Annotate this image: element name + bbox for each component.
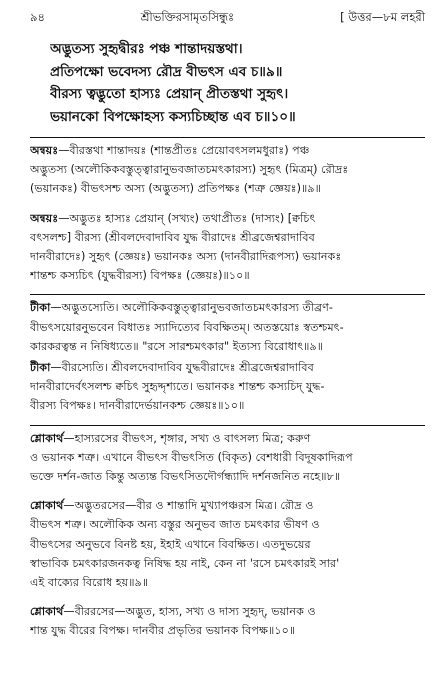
para-line: দানবীরাদেঃ) সুহৃৎ (জ্ঞেয়ঃ) ভয়ানকঃ অস্য (দানবীরাদিরূপস্য) ভয়ানকঃ [30,250,342,264]
meaning-verse-10 [30,602,425,640]
para-line: বৎসলশ্চ] বীরস্য (শ্রীবলদেবাদাবিব যুদ্ধ বীরাদেঃ শ্রীব্রজেশ্বরাদাবিব [30,230,315,244]
para-line [30,496,425,515]
para-lead: অন্বয়ঃ [30,211,59,225]
para-line [30,209,425,228]
book-title: শ্রীভক্তিরসামৃতসিন্ধুঃ [140,10,235,24]
para-text: —অদ্ভুতস্যেতি। অলৌকিকবস্তুত্ত্বারানুভবজাতচমৎকারস্য তীব্রণ- [50,301,333,315]
para-line: কারকরত্বন্ত ন নিষিধ্যতে॥ "রসে সারশ্চমৎকার" ইত্যস্য বিরোধাৎ॥৯॥ [30,339,324,353]
tika-verse-10 [30,358,425,416]
verse-line: ভয়ানকো বিপক্ষোহস্য কস্যচিচ্ছান্ত এব চ॥১০॥ [50,108,296,125]
divider [30,294,425,295]
para-line [30,602,425,621]
para-text: —বীরস্যেতি। শ্রীবলদেবাদাবিব যুদ্ধবীরাদেঃ শ্রীব্রজেশ্বরাদাবিব [50,361,314,375]
para-line: ভক্তে দর্শন-জাত কিন্তু অত্যন্ত বিভৎসিতদৌর্গন্ধ্যাদি দর্শনজনিত নহে॥৮॥ [30,470,341,484]
para-line: দানবীরাদের্বৎসলশ্চ ক্বচিৎ সুহৃদ্দৃশ্যতে। ভয়ানকঃ শান্তশ্চ কস্যচিদ্ যুদ্ধ- [30,380,325,394]
verse-line: বীরস্য ত্বদ্ভুতো হাস্যঃ প্রেয়ান্ প্রীতস্তথা সুহৃৎ। [50,86,289,102]
para-text: —হাস্যরসের বীভৎস, শৃঙ্গার, সখ্য ও বাৎসল্য মিত্র; করুণ [63,431,311,445]
anvaya-verse-9 [30,141,425,199]
anvaya-verse-10 [30,209,425,286]
meaning-verse-9 [30,496,425,592]
para-line: অদ্ভুতস্য (অলৌকিকবস্তুত্ত্বারানুভবজাতচমৎকারস্য) সুহৃৎ (মিত্রম্) রৌদ্রঃ [30,163,349,177]
verse-line: প্রতিপক্ষো ভবেদস্য রৌদ্র বীভৎস এব চ॥৯॥ [50,63,283,80]
para-lead: অন্বয়ঃ [30,144,59,157]
divider [30,137,425,138]
para-line: বীরস্য বিপক্ষঃ। দানবীরাদের্ভয়ানকশ্চ জ্ঞেয়ঃ॥১০॥ [30,399,245,413]
page-header [30,8,425,32]
para-line: শান্ত যুদ্ধ বীরের বিপক্ষ। দানবীর প্রভৃতির ভয়ানক বিপক্ষ॥১০॥ [30,624,296,638]
para-line: বীভৎসের অনুভবে বিনষ্ট হয়, ইহাই এখানে বিবক্ষিত। এতদুভয়ের [30,537,311,551]
para-line: বীভৎস শত্রু। অলৌকিক অন্য বস্তুর অনুভব জাত চমৎকার ভীষণ ও [30,518,320,532]
sanskrit-verse [50,38,425,128]
para-line [30,358,425,377]
para-line [30,298,425,317]
meaning-verse-8 [30,429,425,487]
para-line: শান্তশ্চ কস্যচিৎ (যুদ্ধবীরস্য) বিপক্ষঃ (জ্ঞেয়ঃ)॥১০॥ [30,269,250,283]
divider [30,425,425,426]
para-lead: শ্লোকার্থ [30,499,64,513]
para-text: —বীররসের—অদ্ভুত, হাস্য, সখ্য ও দাস্য সুহৃদ্, ভয়ানক ও [63,605,316,619]
para-line: স্বাভাবিক চমৎকারজনকত্ব নিষিদ্ধ হয় নাই, কেন না 'রসে চমৎকারই সার' [30,556,340,570]
section-label: [ উত্তর—৮ম লহরী [340,10,425,24]
tika-verse-9 [30,298,425,356]
para-text: —অদ্ভুতরসের—বীর ও শান্তাদি মুখ্যাপঞ্চরস মিত্র। রৌদ্র ও [63,499,314,513]
para-line: বীভৎসয়োরনুভবেন বিধাতঃ স্যাদিত্যেব বিবক্ষিতম্। অতস্তয়োঃ স্বতশ্চমৎ- [30,320,344,334]
para-lead: টীকা [30,361,51,375]
para-text: —বীরস্তথা শান্তাদয়ঃ (শান্তপ্রীতঃ প্রেয়োবৎসলমধুরাঃ) পঞ্চ [58,144,310,157]
para-lead: শ্লোকার্থ [30,605,64,619]
para-line: এই বাক্যের বিরোধ হয়॥৯॥ [30,576,149,590]
para-line: ও ভয়ানক শত্রু। এখানে বীভৎস বীভৎসিত (বিকৃত) বেশধারী বিদূষকাদিরূপ [30,450,353,464]
para-text: —অদ্ভুতঃ হাস্যঃ প্রেয়ান্ (সখ্যং) তথাপ্রীতঃ (দাস্যং) [ক্বচিৎ [58,211,316,225]
para-lead: টীকা [30,301,51,315]
para-line: (ভয়ানকঃ) বীভৎসশ্চ অস্য (অদ্ভুতস্য) প্রতিপক্ষঃ (শত্রু জ্ঞেয়ঃ)॥৯॥ [30,182,321,196]
para-line [30,141,425,160]
verse-line: অদ্ভুতস্য সুহৃদ্বীরঃ পঞ্চ শান্তাদয়স্তথা। [50,41,243,57]
page-number: ৯৪ [30,10,45,24]
para-line [30,429,425,448]
para-lead: শ্লোকার্থ [30,431,64,445]
